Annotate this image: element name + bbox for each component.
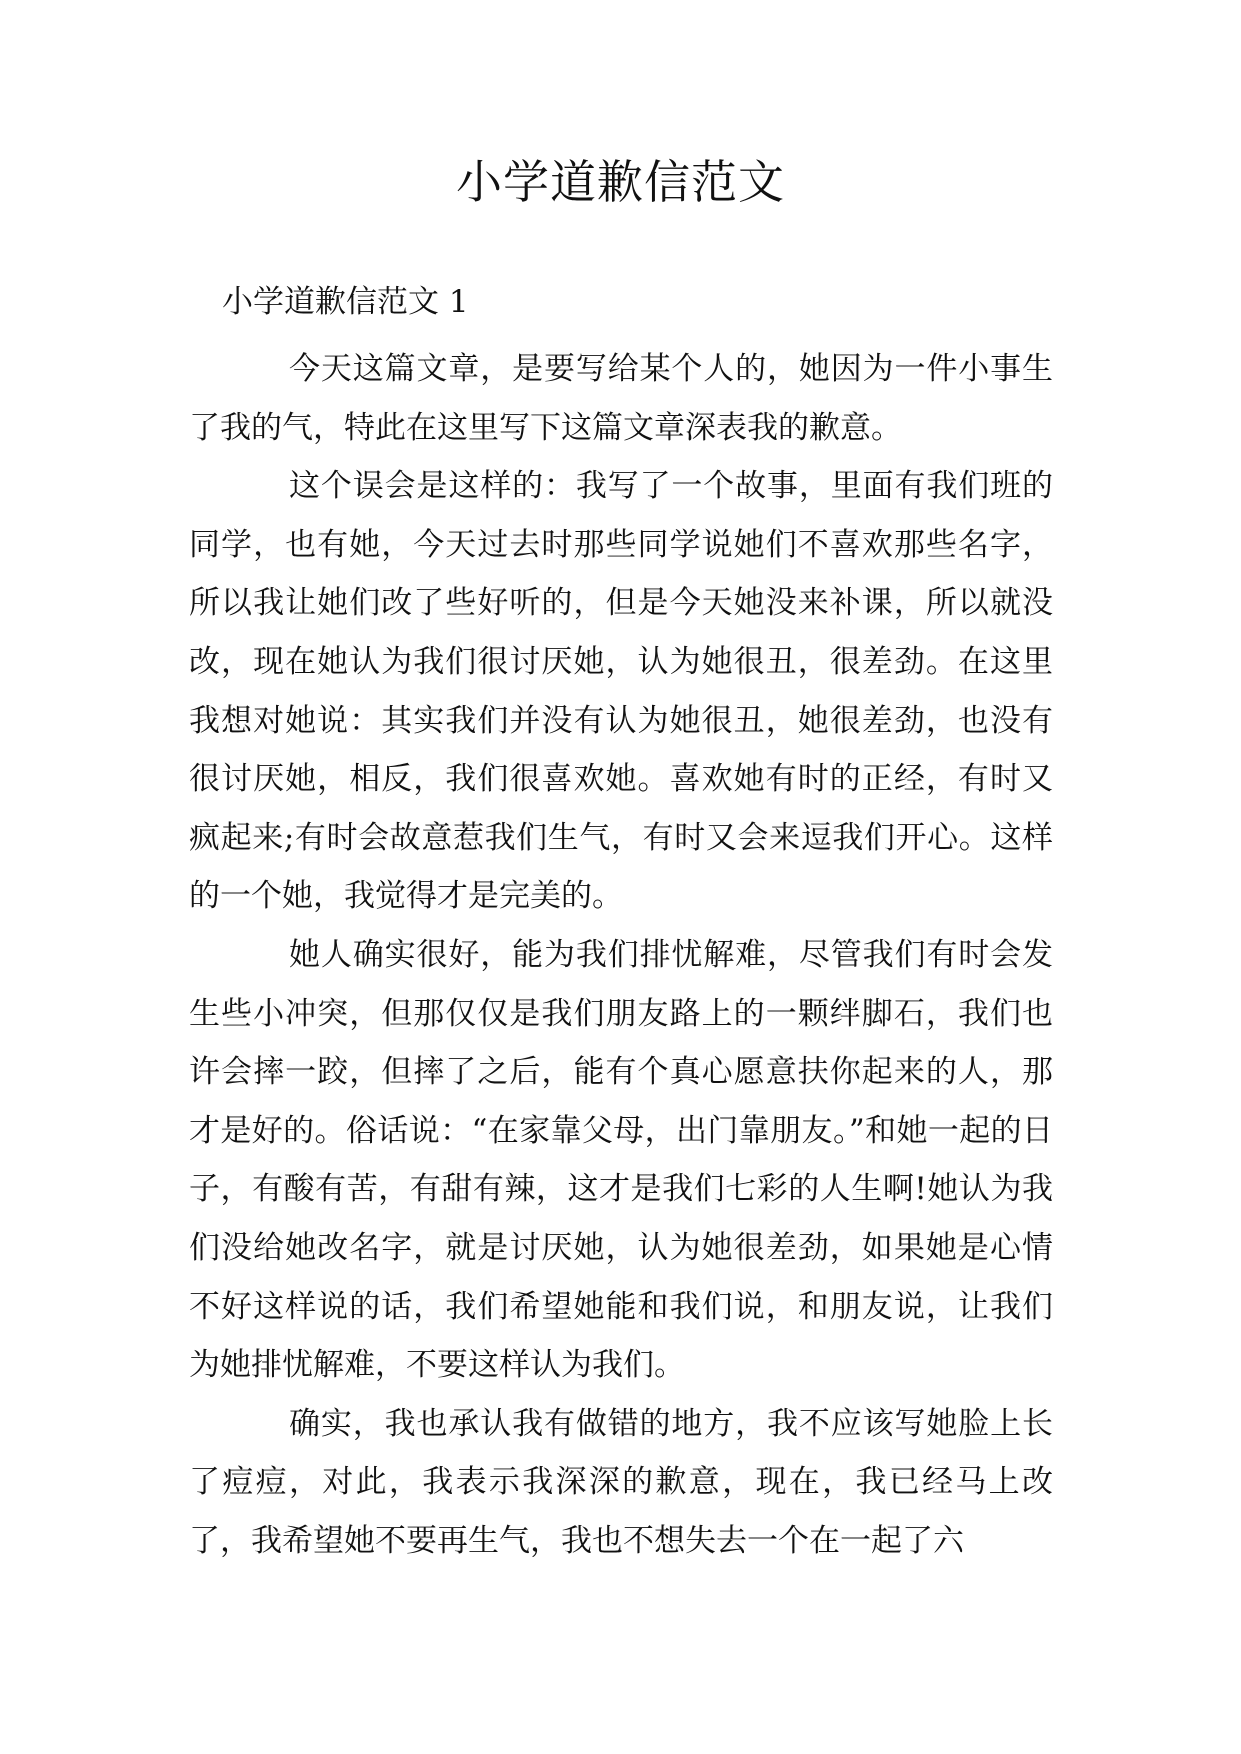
paragraph: 确实，我也承认我有做错的地方，我不应该写她脸上长了痘痘，对此，我表示我深深的歉意，现在，我已经马上改了，我希望她不要再生气，我也不想失去一个在一起了六 (189, 1405, 1053, 1559)
section-heading: 小学道歉信范文 1 (222, 284, 469, 320)
paragraph: 这个误会是这样的：我写了一个故事，里面有我们班的同学，也有她，今天过去时那些同学说她们不喜欢那些名字，所以我让她们改了些好听的，但是今天她没来补课，所以就没改，现在她认为我们很讨厌她，认为她很丑，很差劲。在这里我想对她说：其实我们并没有认为她很丑，她很差劲，也没有很讨厌她，相反，我们很喜欢她。喜欢她有时的正经，有时又疯起来;有时会故意惹我们生气，有时又会来逗我们开心。这样的一个她，我觉得才是完美的。 (189, 468, 1053, 915)
document-body (189, 340, 1053, 1570)
paragraph: 今天这篇文章，是要写给某个人的，她因为一件小事生了我的气，特此在这里写下这篇文章深表我的歉意。 (189, 351, 1053, 446)
document-title: 小学道歉信范文 (456, 155, 785, 209)
paragraph: 她人确实很好，能为我们排忧解难，尽管我们有时会发生些小冲突，但那仅仅是我们朋友路上的一颗绊脚石，我们也许会摔一跤，但摔了之后，能有个真心愿意扶你起来的人，那才是好的。俗话说：“在家靠父母，出门靠朋友。”和她一起的日子，有酸有苦，有甜有辣，这才是我们七彩的人生啊!她认为我们没给她改名字，就是讨厌她，认为她很差劲，如果她是心情不好这样说的话，我们希望她能和我们说，和朋友说，让我们为她排忧解难，不要这样认为我们。 (189, 936, 1053, 1384)
